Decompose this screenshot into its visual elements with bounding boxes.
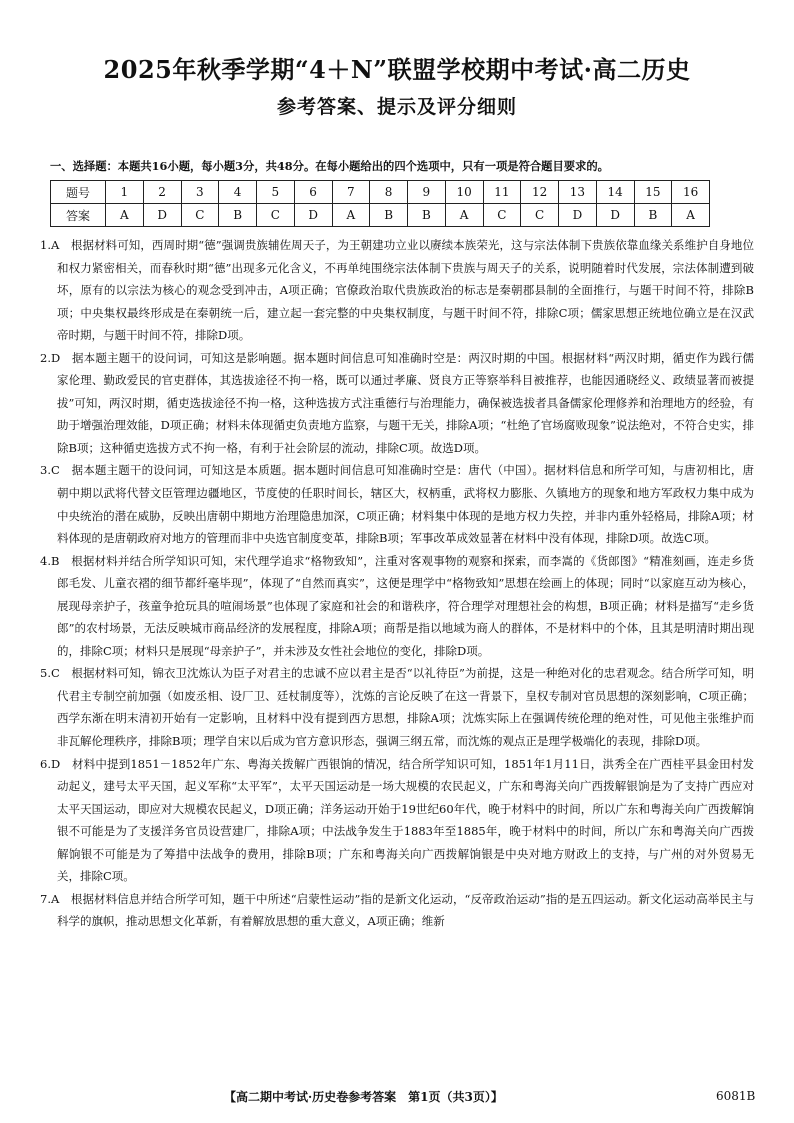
- question-number-row: [51, 181, 710, 204]
- document-code: 6081B: [716, 1089, 756, 1103]
- explanation-item: 2.D 据本题主题干的设问词，可知这是影响题。据本题时间信息可知准确时空是：两汉时期的中国。根据材料“两汉时期，循吏作为践行儒家伦理、勤政爱民的官吏群体，其选拔途径不拘一格，既可以通过孝廉、贤良方正等察举科目被推荐，也能因通晓经义、政绩显著而被提拔”可知，两汉时期，循吏选拔途径不拘一格，这种选拔方式注重德行与治理能力，确保被选拔者具备儒家伦理修养和治理地方的经验，有助于增强治理效能，D项正确；材料未体现循吏负责地方监察，与题干无关，排除A项；“杜绝了官场腐败现象”说法绝对，不符合史实，排除B项；这种循吏选拔方式不拘一格，有利于社会阶层的流动，排除C项。故选D项。: [40, 350, 754, 455]
- answer-cell: B: [634, 204, 672, 227]
- question-number: 15: [634, 181, 672, 204]
- section-heading: 一、选择题：本题共16小题，每小题3分，共48分。在每小题给出的四个选项中，只有一项是符合题目要求的。: [50, 159, 609, 173]
- answer-cell: D: [559, 204, 597, 227]
- question-number: 12: [521, 181, 559, 204]
- explanation-item: 3.C 据本题主题干的设问词，可知这是本质题。据本题时间信息可知准确时空是：唐代（中国）。据材料信息和所学可知，与唐初相比，唐朝中期以武将代替文臣管理边疆地区，节度使的任职时间长，辖区大，权柄重，武将权力膨胀、久镇地方的现象和地方军政权力集中成为中央统治的潜在威胁，反映出唐朝中期地方治理隐患加深，C项正确；材料集中体现的是地方权力失控，并非内重外轻格局，排除A项；材料体现的是唐朝政府对地方的管理而非中央选官制度变革，排除B项；军事改革成效显著在材料中没有体现，排除D项。故选C项。: [40, 463, 754, 546]
- question-number: 11: [483, 181, 521, 204]
- explanation-item: 1.A 根据材料可知，西周时期“德”强调贵族辅佐周天子，为王朝建功立业以赓续本族荣光，这与宗法体制下贵族依靠血缘关系维护自身地位和权力紧密相关，而春秋时期“德”出现多元化含义，不再单纯围绕宗法体制下贵族与周天子的关系，说明随着时代发展，宗法体制遭到破坏，原有的以宗法为核心的观念受到冲击，A项正确；官僚政治取代贵族政治的标志是秦朝郡县制的全面推行，与题干时间不符，排除B项；中央集权最终形成是在秦朝统一后，建立起一套完整的中央集权制度，与题干时间不符，排除C项；儒家思想正统地位确立是在汉武帝时期，与题干时间不符，排除D项。: [40, 238, 754, 343]
- answer-row: [51, 204, 710, 227]
- question-number: 5: [257, 181, 295, 204]
- answer-cell: D: [596, 204, 634, 227]
- question-number: 16: [672, 181, 710, 204]
- answer-cell: B: [370, 204, 408, 227]
- question-number: 9: [408, 181, 446, 204]
- explanation-item: 6.D 材料中提到1851－1852年广东、粤海关拨解广西银饷的情况，结合所学知识可知，1851年1月11日，洪秀全在广西桂平县金田村发动起义，建号太平天国，起义军称“太平军”，太平天国运动是一场大规模的农民起义，广东和粤海关向广西拨解银饷是为了支持广西应对太平天国运动，即应对大规模农民起义，D项正确；洋务运动开始于19世纪60年代，晚于材料中的时间，所以广东和粤海关向广西拨解饷银不可能是为了支援洋务官员设营建厂，排除A项；中法战争发生于1883年至1885年，晚于材料中的时间，所以广东和粤海关向广西拨解饷银不可能是为了筹措中法战争的费用，排除B项；广东和粤海关向广西拨解饷银是中央对地方财政上的支持，与广州的对外贸易无关，排除C项。: [40, 756, 754, 884]
- question-number: 7: [332, 181, 370, 204]
- answer-cell: B: [219, 204, 257, 227]
- answer-cell: A: [445, 204, 483, 227]
- answer-table: [50, 180, 710, 227]
- explanation-item: 5.C 根据材料可知，锦衣卫沈炼认为臣子对君主的忠诚不应以君主是否“以礼待臣”为前提，这是一种绝对化的忠君观念。结合所学可知，明代君主专制空前加强（如废丞相、设厂卫、廷杖制度等），沈炼的言论反映了在这一背景下，皇权专制对官员思想的深刻影响，C项正确；西学东渐在明末清初开始有一定影响，且材料中没有提到西方思想，排除A项；沈炼实际上在强调传统伦理的绝对性，可见他主张维护而非瓦解伦理秩序，排除B项；理学自宋以后成为官方意识形态，强调三纲五常，而沈炼的观点正是理学极端化的表现，排除D项。: [40, 666, 754, 749]
- question-number: 6: [294, 181, 332, 204]
- answer-cell: B: [408, 204, 446, 227]
- question-number: 3: [181, 181, 219, 204]
- answer-cell: D: [143, 204, 181, 227]
- question-number: 14: [596, 181, 634, 204]
- question-number: 10: [445, 181, 483, 204]
- question-number: 8: [370, 181, 408, 204]
- question-number: 2: [143, 181, 181, 204]
- page-footer: 【高二期中考试·历史卷参考答案 第1页（共3页）】: [224, 1090, 503, 1104]
- explanation-item: 7.A 根据材料信息并结合所学可知，题干中所述“启蒙性运动”指的是新文化运动，“反帝政治运动”指的是五四运动。新文化运动高举民主与科学的旗帜，推动思想文化革新，有着解放思想的重大意义，A项正确；维新: [40, 891, 754, 929]
- answer-cell: A: [672, 204, 710, 227]
- question-number: 13: [559, 181, 597, 204]
- answer-cell: D: [294, 204, 332, 227]
- explanations: [40, 234, 754, 933]
- answer-cell: C: [521, 204, 559, 227]
- row-label-number: 题号: [51, 181, 106, 204]
- answer-cell: A: [106, 204, 144, 227]
- question-number: 4: [219, 181, 257, 204]
- explanation-item: 4.B 根据材料并结合所学知识可知，宋代理学追求“格物致知”，注重对客观事物的观察和探索，而李嵩的《货郎图》“精准刻画，连走乡货郎毛发、儿童衣褶的细节都纤毫毕现”，体现了“自然而真实”，这便是理学中“格物致知”思想在绘画上的体现；同时“以家庭互动为核心，展现母亲护子，孩童争抢玩具的喧闹场景”也体现了家庭和社会的和谐秩序，符合理学对理想社会的构想，B项正确；材料是描写“走乡货郎”的农村场景，无法反映城市商品经济的发展程度，排除A项；商帮是指以地域为商人的群体，不是材料中的个体，且其是明清时期出现的，排除C项；材料只是展现“母亲护子”，并未涉及女性社会地位的变化，排除D项。: [40, 553, 754, 658]
- document-title: 2025年秋季学期“4＋N”联盟学校期中考试·高二历史: [103, 55, 691, 84]
- answer-cell: A: [332, 204, 370, 227]
- answer-cell: C: [181, 204, 219, 227]
- answer-cell: C: [483, 204, 521, 227]
- question-number: 1: [106, 181, 144, 204]
- answer-cell: C: [257, 204, 295, 227]
- document-subtitle: 参考答案、提示及评分细则: [276, 96, 517, 118]
- row-label-answer: 答案: [51, 204, 106, 227]
